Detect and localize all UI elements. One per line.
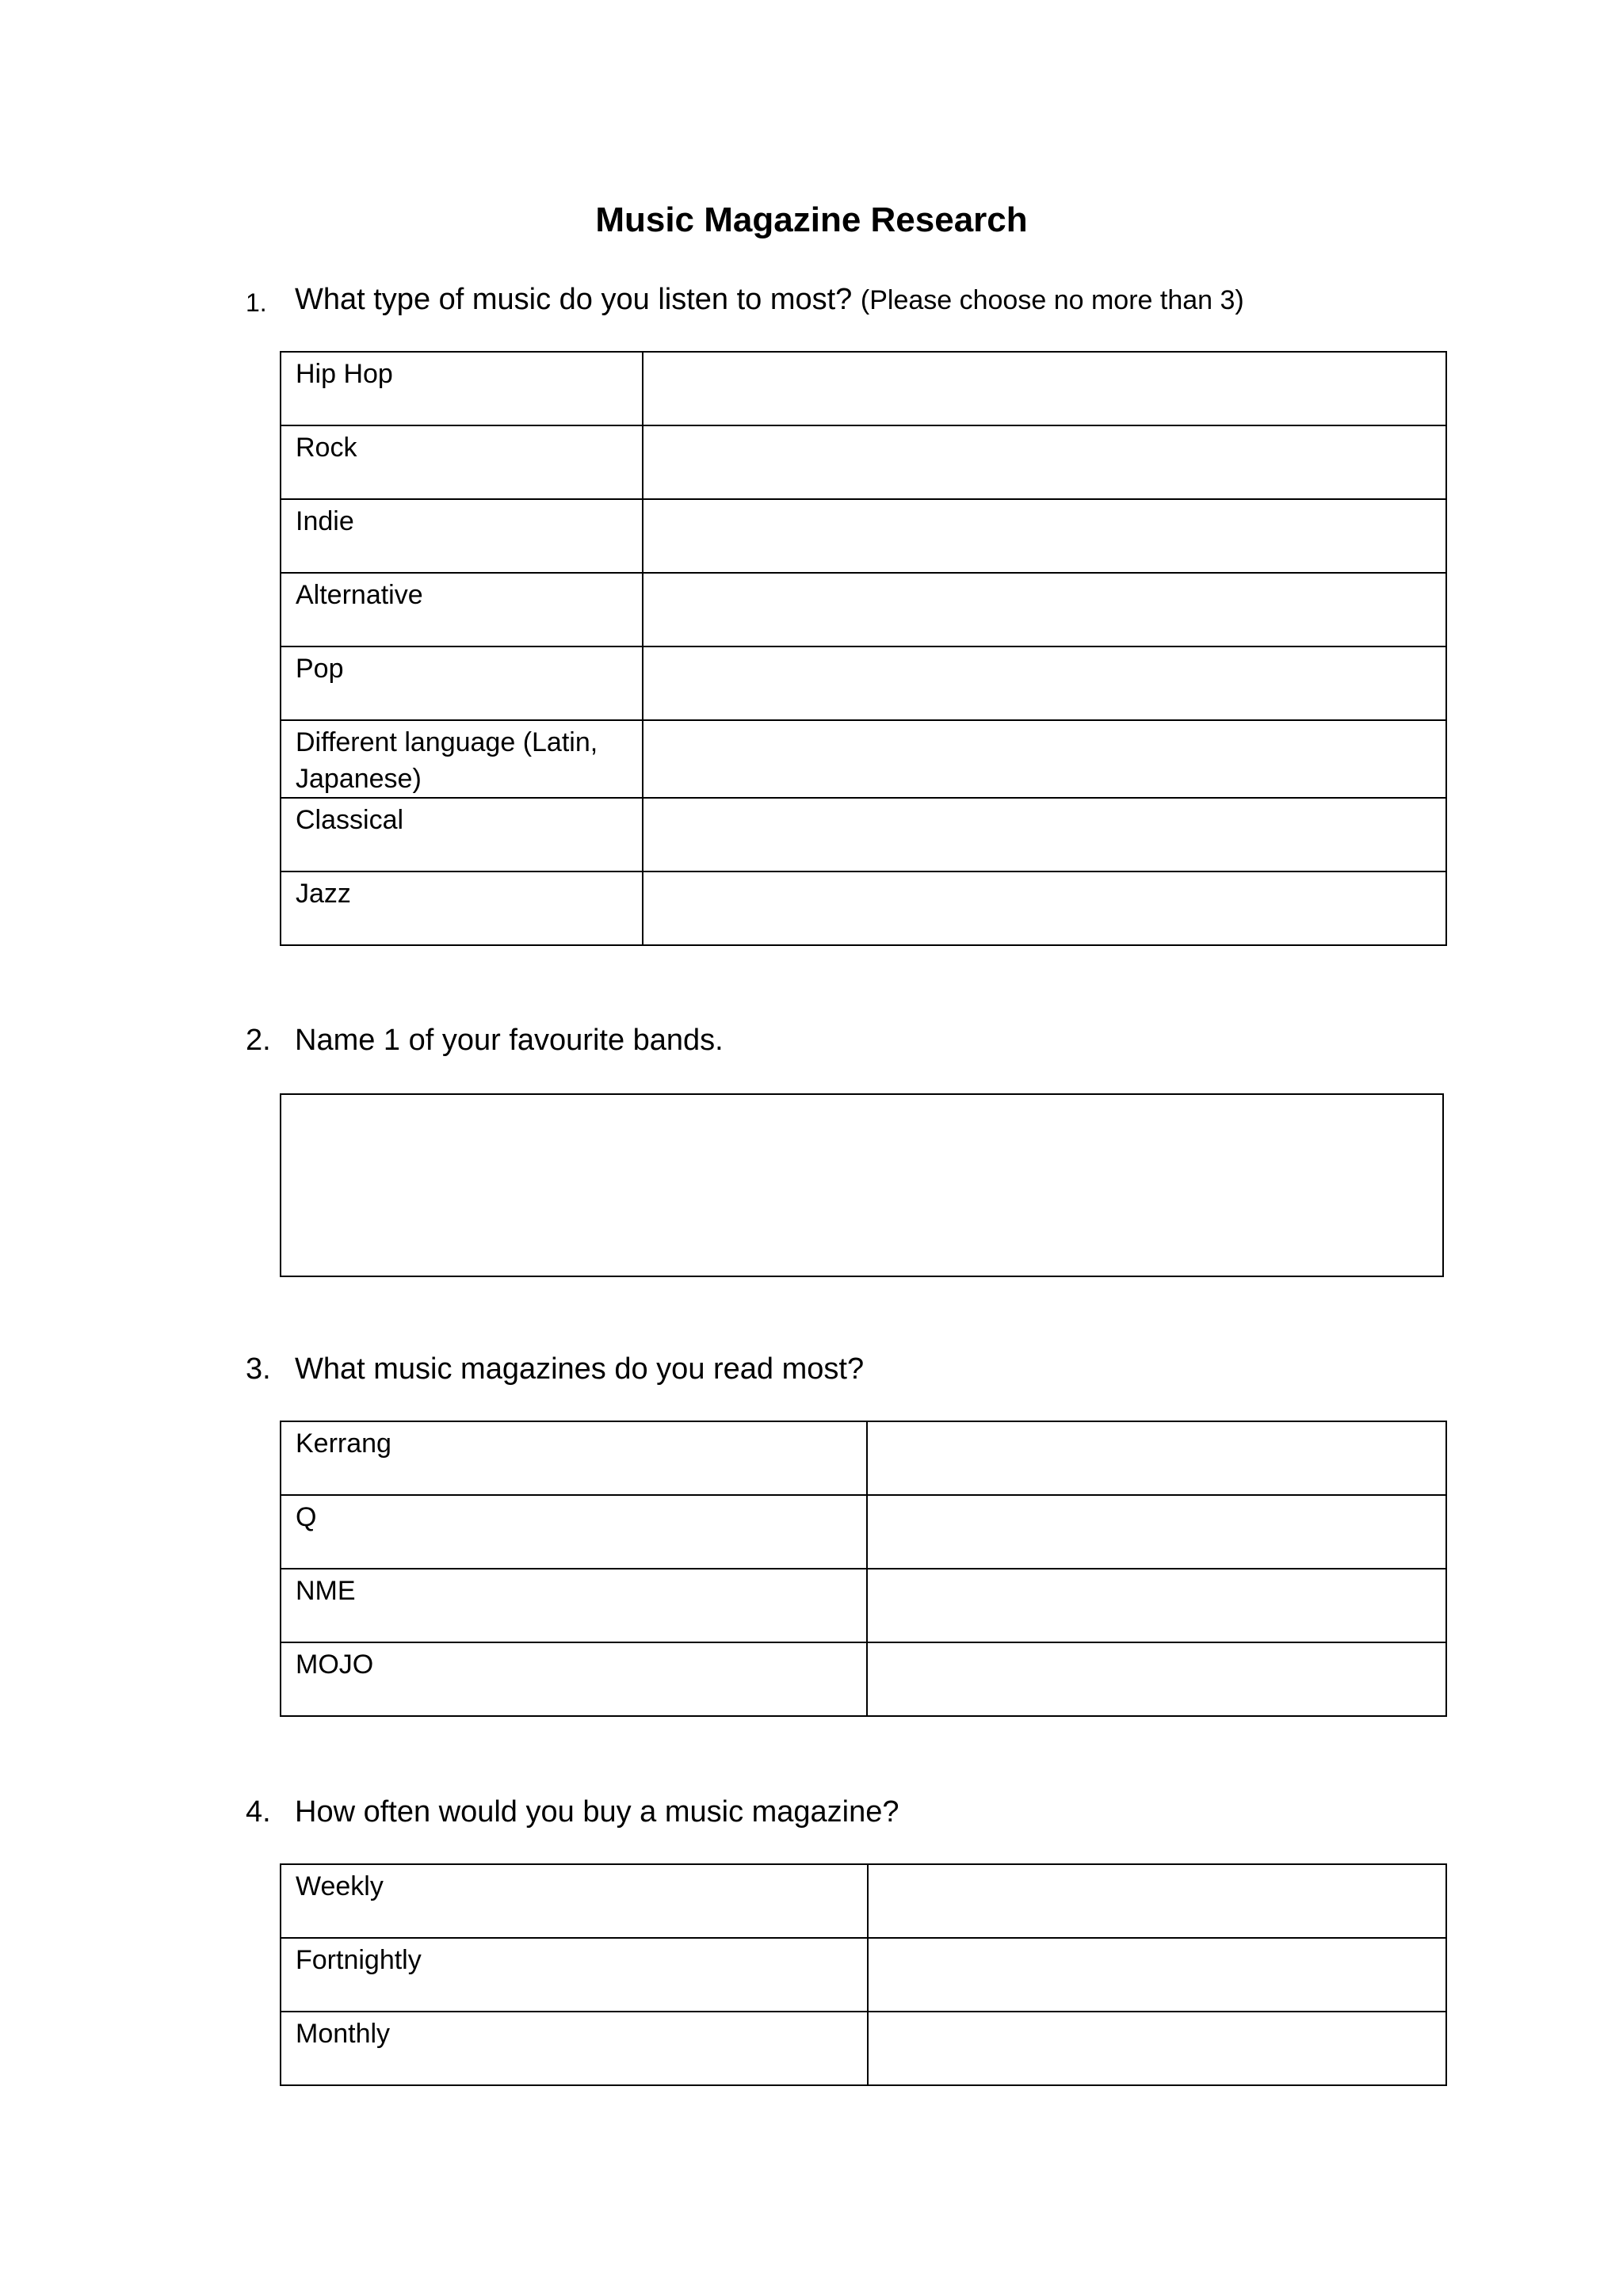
option-label-cell bbox=[281, 720, 643, 798]
option-label: Weekly bbox=[296, 1871, 384, 1901]
favourite-band-answer-box[interactable] bbox=[280, 1093, 1444, 1277]
answer-cell[interactable] bbox=[643, 720, 1446, 798]
option-label-cell bbox=[281, 1569, 867, 1642]
option-label-cell bbox=[281, 425, 643, 499]
option-label-cell bbox=[281, 573, 643, 646]
option-label-cell bbox=[281, 352, 643, 425]
answer-cell[interactable] bbox=[643, 798, 1446, 871]
question-note: (Please choose no more than 3) bbox=[860, 285, 1244, 315]
answer-cell[interactable] bbox=[643, 573, 1446, 646]
option-label: Indie bbox=[296, 506, 354, 536]
table-row bbox=[281, 1864, 1446, 1938]
table-row bbox=[281, 720, 1446, 798]
table-row bbox=[281, 798, 1446, 871]
option-label: Kerrang bbox=[296, 1428, 391, 1459]
option-label-cell bbox=[281, 798, 643, 871]
option-label-cell bbox=[281, 1642, 867, 1716]
question-text: Name 1 of your favourite bands. bbox=[295, 1024, 724, 1057]
page-title: Music Magazine Research bbox=[595, 200, 1028, 239]
question-number: 4. bbox=[246, 1795, 271, 1829]
purchase-frequency-table bbox=[280, 1863, 1447, 2086]
table-row bbox=[281, 1938, 1446, 2012]
option-label: Fortnightly bbox=[296, 1945, 422, 1975]
option-label-cell bbox=[281, 1864, 868, 1938]
answer-cell[interactable] bbox=[867, 1642, 1446, 1716]
table-row bbox=[281, 352, 1446, 425]
question-number: 2. bbox=[246, 1024, 271, 1057]
option-label: Classical bbox=[296, 805, 404, 835]
answer-cell[interactable] bbox=[643, 352, 1446, 425]
answer-cell[interactable] bbox=[867, 1421, 1446, 1495]
table-row bbox=[281, 1421, 1446, 1495]
table-row bbox=[281, 1569, 1446, 1642]
answer-cell[interactable] bbox=[643, 425, 1446, 499]
question-number: 1. bbox=[246, 288, 267, 317]
option-label: Rock bbox=[296, 433, 357, 463]
option-label-cell bbox=[281, 1495, 867, 1569]
answer-cell[interactable] bbox=[867, 1569, 1446, 1642]
answer-cell[interactable] bbox=[868, 1938, 1446, 2012]
question-text: How often would you buy a music magazine? bbox=[295, 1795, 899, 1829]
answer-cell[interactable] bbox=[867, 1495, 1446, 1569]
option-label-cell bbox=[281, 646, 643, 720]
music-type-table bbox=[280, 351, 1447, 946]
option-label: Alternative bbox=[296, 580, 423, 610]
table-row bbox=[281, 2012, 1446, 2085]
option-label-cell bbox=[281, 1938, 868, 2012]
answer-cell[interactable] bbox=[643, 499, 1446, 573]
question-text: What type of music do you listen to most? (Please choose no more than 3) bbox=[295, 283, 1244, 316]
option-label-cell bbox=[281, 1421, 867, 1495]
option-label-cell bbox=[281, 499, 643, 573]
option-label-cell bbox=[281, 871, 643, 945]
table-row bbox=[281, 425, 1446, 499]
magazines-table bbox=[280, 1421, 1447, 1717]
option-label: Monthly bbox=[296, 2019, 391, 2049]
table-row bbox=[281, 871, 1446, 945]
option-label: Jazz bbox=[296, 879, 351, 909]
answer-cell[interactable] bbox=[643, 646, 1446, 720]
option-label: Different language (Latin, Japanese) bbox=[296, 727, 598, 794]
table-row bbox=[281, 646, 1446, 720]
answer-cell[interactable] bbox=[868, 2012, 1446, 2085]
table-row bbox=[281, 1495, 1446, 1569]
question-number: 3. bbox=[246, 1352, 271, 1386]
option-label: Pop bbox=[296, 654, 344, 684]
option-label-cell bbox=[281, 2012, 868, 2085]
answer-cell[interactable] bbox=[643, 871, 1446, 945]
answer-cell[interactable] bbox=[868, 1864, 1446, 1938]
option-label: Q bbox=[296, 1502, 317, 1532]
question-text: What music magazines do you read most? bbox=[295, 1352, 865, 1386]
table-row bbox=[281, 1642, 1446, 1716]
table-row bbox=[281, 573, 1446, 646]
option-label: NME bbox=[296, 1576, 356, 1606]
option-label: MOJO bbox=[296, 1650, 374, 1680]
table-row bbox=[281, 499, 1446, 573]
option-label: Hip Hop bbox=[296, 359, 393, 389]
